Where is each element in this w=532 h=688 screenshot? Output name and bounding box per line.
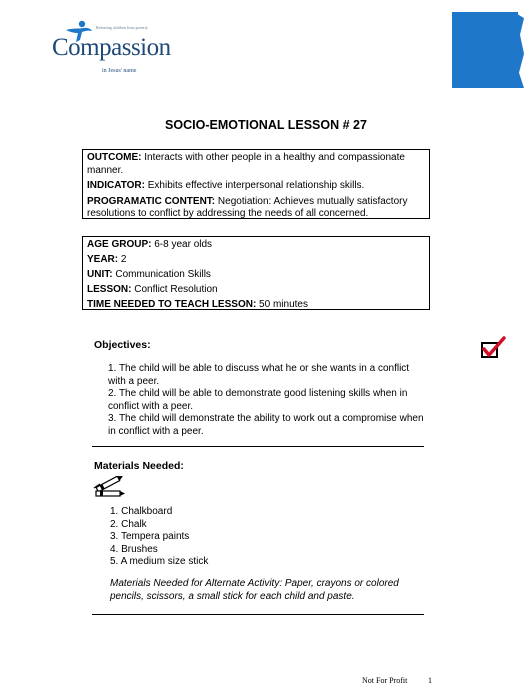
outcome-box [82,149,430,219]
objective-item: 2. The child will be able to demonstrate good listening skills when in conflict with a peer. [108,388,408,412]
year-value: 2 [118,254,127,265]
programatic-text: Negotiation: Achieves mutually satisfactory resolutions to conflict by addressing the needs of all concerned. [87,195,408,219]
section-divider [92,446,424,447]
page-title: SOCIO-EMOTIONAL LESSON # 27 [165,118,367,132]
indicator-label: INDICATOR: [87,180,145,191]
logo-brand-name: Compassion [52,34,171,61]
lesson-info-box [82,236,430,310]
time-line [87,299,425,312]
age-group-value: 6-8 year olds [151,239,213,250]
age-group-label: AGE GROUP: [87,239,152,250]
objective-item: 3. The child will demonstrate the ability to work out a compromise when in conflict with a peer. [108,413,424,437]
logo-subtitle: in Jesus' name [102,68,137,74]
objectives-heading: Objectives: [94,339,151,351]
year-label: YEAR: [87,254,119,265]
material-item: 4. Brushes [110,543,158,555]
material-item: 5. A medium size stick [110,556,209,567]
footer-label: Not For Profit [362,676,408,685]
indicator-line [87,180,425,193]
programatic-line [87,196,425,221]
checkbox-check-icon [480,336,506,360]
crayons-icon [92,476,128,500]
unit-line [87,269,425,282]
outcome-text: Interacts with other people in a healthy and compassionate manner. [87,152,405,176]
outcome-line [87,152,425,177]
compassion-logo [52,20,172,74]
programatic-label: PROGRAMATIC CONTENT: [87,195,216,207]
objective-item: 1. The child will be able to discuss what he or she wants in a conflict with a peer. [108,363,410,387]
lesson-line [87,284,425,297]
section-divider [92,614,424,615]
time-label: TIME NEEDED TO TEACH LESSON: [87,299,257,310]
materials-heading: Materials Needed: [94,460,184,472]
alternate-materials-note: Materials Needed for Alternate Activity: Paper, crayons or colored pencils, scissors, a small stick for each child and paste. [110,578,399,602]
page-number: 1 [428,676,432,685]
lesson-value: Conflict Resolution [131,284,218,295]
objectives-list [108,363,428,438]
lesson-label: LESSON: [87,284,132,295]
indicator-text: Exhibits effective interpersonal relationship skills. [144,180,365,191]
outcome-label: OUTCOME: [87,152,142,163]
unit-value: Communication Skills [112,269,211,280]
material-item: 3. Tempera paints [110,531,190,542]
material-item: 1. Chalkboard [110,506,173,517]
logo-tagline: Releasing children from poverty [96,25,148,30]
materials-list [110,506,310,569]
year-line [87,254,425,267]
unit-label: UNIT: [87,269,113,280]
age-group-line [87,239,425,252]
material-item: 2. Chalk [110,518,147,530]
blue-corner-block [452,12,518,88]
time-value: 50 minutes [256,299,308,310]
